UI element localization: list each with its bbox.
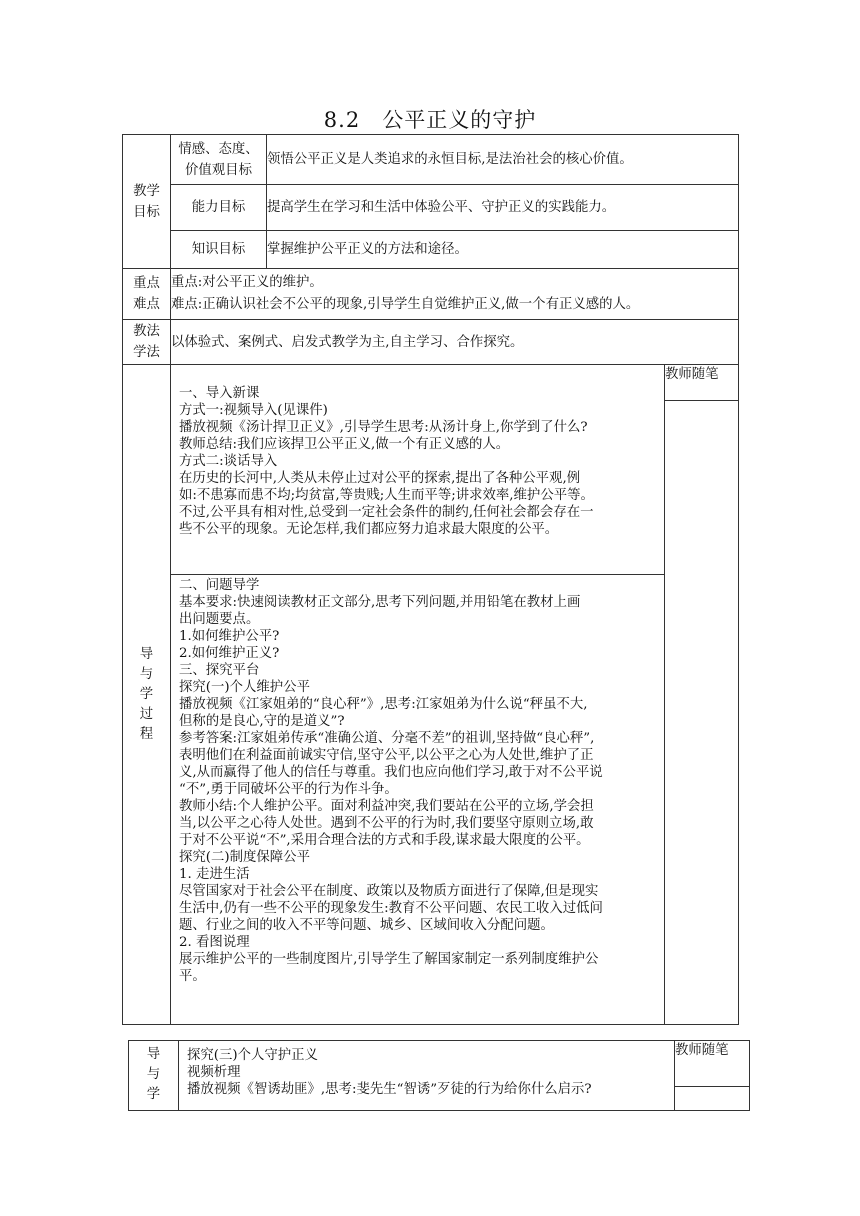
continued-teacher-notes-area	[675, 1087, 750, 1111]
focus-row	[123, 269, 739, 320]
continued-line: 播放视频《智诱劫匪》,思考:斐先生“智诱”歹徒的行为给你什么启示?	[187, 1082, 592, 1097]
content-line: 三、探究平台	[179, 663, 260, 678]
content-line: 播放视频《江家姐弟的“良心秤”》,思考:江家姐弟为什么说“秤虽不大,	[179, 697, 588, 712]
goal-text-knowledge: 掌握维护公平正义的方法和途径。	[267, 231, 739, 269]
focus-key-point: 重点:对公平正义的维护。	[171, 275, 323, 290]
goal-name-knowledge: 知识目标	[171, 231, 267, 269]
goal-row-ability	[123, 185, 739, 231]
teacher-notes-area	[665, 401, 739, 1025]
content-line: 探究(二)制度保障公平	[179, 850, 310, 865]
content-line: 尽管国家对于社会公平在制度、政策以及物质方面进行了保障,但是现实	[179, 884, 599, 899]
content-line: 平。	[179, 969, 206, 984]
intro-section	[171, 365, 665, 575]
content-line: 于对不公平说“不”,采用合理合法的方式和手段,谋求最大限度的公平。	[179, 833, 590, 848]
content-line: 参考答案:江家姐弟传承“准确公道、分毫不差”的祖训,坚持做“良心秤”,	[179, 731, 595, 746]
continued-line: 探究(三)个人守护正义	[187, 1048, 318, 1063]
page-title: 8.2 公平正义的守护	[323, 108, 537, 132]
continued-row-1	[129, 1041, 750, 1087]
goal-name-attitude: 情感、态度、 价值观目标	[171, 135, 267, 185]
content-line: 出问题要点。	[179, 612, 260, 627]
content-line: 方式一:视频导入(见课件)	[179, 403, 328, 418]
content-line: 2.如何维护正义?	[179, 646, 280, 661]
content-line: 基本要求:快速阅读教材正文部分,思考下列问题,并用铅笔在教材上画	[179, 595, 581, 610]
content-line: 不过,公平具有相对性,总受到一定社会条件的制约,任何社会都会存在一	[179, 505, 594, 520]
method-text: 以体验式、案例式、启发式教学为主,自主学习、合作探究。	[171, 320, 739, 365]
content-line: 义,从而赢得了他人的信任与尊重。我们也应向他们学习,敢于对不公平说	[179, 765, 603, 780]
content-line: 1. 走进生活	[179, 867, 250, 882]
continued-content	[179, 1041, 675, 1111]
teacher-notes-label: 教师随笔	[665, 365, 739, 401]
content-line: 2. 看图说理	[179, 935, 250, 950]
content-line: 一、导入新课	[179, 386, 260, 401]
method-label: 教法 学法	[123, 320, 171, 365]
content-line: 探究(一)个人维护公平	[179, 680, 310, 695]
content-line: 表明他们在利益面前诚实守信,坚守公平,以公平之心为人处世,维护了正	[179, 748, 594, 763]
teaching-goals-label: 教学 目标	[123, 135, 171, 269]
focus-difficulty: 难点:正确认识社会不公平的现象,引导学生自觉维护正义,做一个有正义感的人。	[171, 297, 640, 312]
content-line: 播放视频《汤计捍卫正义》,引导学生思考:从汤计身上,你学到了什么?	[179, 420, 588, 435]
focus-label: 重点 难点	[123, 269, 171, 320]
lesson-plan-table-continued	[128, 1040, 750, 1111]
continued-process-label: 导 与 学	[129, 1041, 179, 1111]
intro-lines	[171, 365, 664, 538]
content-line: 但称的是良心,守的是道义”?	[179, 714, 345, 729]
content-line: 在历史的长河中,人类从未停止过对公平的探索,提出了各种公平观,例	[179, 471, 581, 486]
inquiry-section	[171, 575, 665, 1025]
focus-content	[171, 269, 739, 320]
goal-row-attitude	[123, 135, 739, 185]
goal-text-attitude: 领悟公平正义是人类追求的永恒目标,是法治社会的核心价值。	[267, 135, 739, 185]
content-line: 教师小结:个人维护公平。面对利益冲突,我们要站在公平的立场,学会担	[179, 799, 594, 814]
continued-line: 视频析理	[187, 1065, 241, 1080]
process-label: 导 与 学 过 程	[123, 365, 171, 1025]
content-line: 1.如何维护公平?	[179, 629, 280, 644]
content-line: 题、行业之间的收入不平等问题、城乡、区域间收入分配问题。	[179, 918, 554, 933]
goal-text-ability: 提高学生在学习和生活中体验公平、守护正义的实践能力。	[267, 185, 739, 231]
process-row-1	[123, 365, 739, 401]
process-row-3	[123, 575, 739, 1025]
content-line: 生活中,仍有一些不公平的现象发生:教育不公平问题、农民工收入过低问	[179, 901, 603, 916]
inquiry-lines	[171, 575, 664, 985]
content-line: 如:不患寡而患不均;均贫富,等贵贱;人生而平等;讲求效率,维护公平等。	[179, 488, 594, 503]
content-line: 展示维护公平的一些制度图片,引导学生了解国家制定一系列制度维护公	[179, 952, 599, 967]
content-line: 些不公平的现象。无论怎样,我们都应努力追求最大限度的公平。	[179, 522, 559, 537]
content-line: 二、问题导学	[179, 578, 260, 593]
content-line: 方式二:谈话导入	[179, 454, 278, 469]
goal-name-ability: 能力目标	[171, 185, 267, 231]
content-line: 教师总结:我们应该捍卫公平正义,做一个有正义感的人。	[179, 437, 510, 452]
goal-row-knowledge	[123, 231, 739, 269]
method-row	[123, 320, 739, 365]
continued-teacher-notes-label: 教师随笔	[675, 1041, 750, 1087]
content-line: “不”,勇于同破坏公平的行为作斗争。	[179, 782, 398, 797]
lesson-plan-table	[122, 134, 739, 1025]
content-line: 当,以公平之心待人处世。遇到不公平的行为时,我们要坚守原则立场,敢	[179, 816, 594, 831]
